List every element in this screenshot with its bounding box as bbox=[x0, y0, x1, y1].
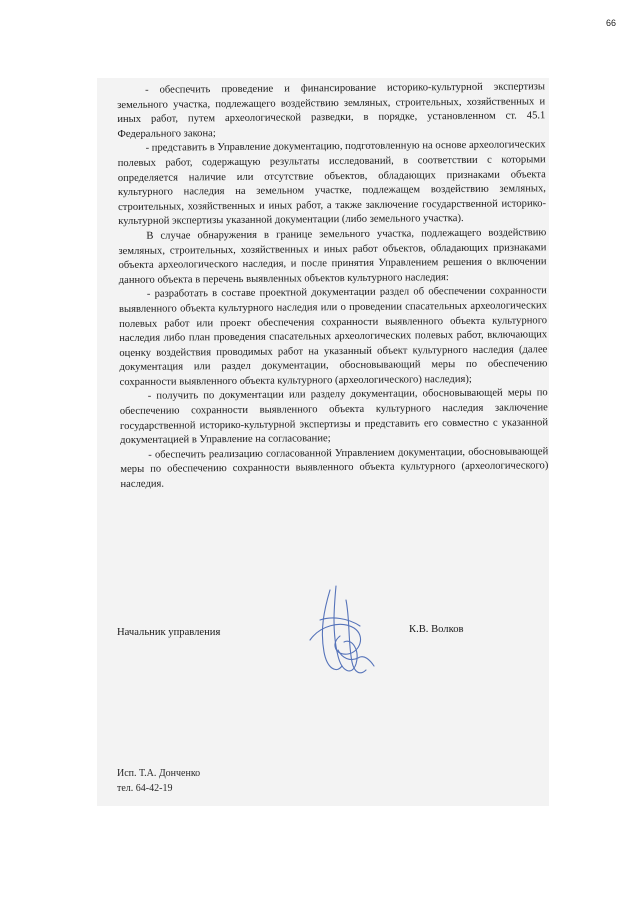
signatory-name: К.В. Волков bbox=[409, 624, 464, 635]
paragraph-implementation: - обеспечить реализацию согласованной Управлением документации, обосновывающей меры по обеспечению сохранности выявленного объекта культурного (археологического) наследия. bbox=[120, 446, 549, 491]
letter-body bbox=[117, 80, 549, 492]
paragraph-documentation: - представить в Управление документацию, подготовленную на основе археологических полевых работ, содержащую результаты исследований, в соответствии с которыми определяется наличие или отсутствие объектов, обладающих признаками объекта культурного наследия на земельном участке, подлежащем воздействию земляных, строительных, хозяйственных и иных работ, а также заключение государственной историко-культурной экспертизы указанной документации (либо земельного участка). bbox=[117, 139, 547, 228]
paragraph-discovery-case: В случае обнаружения в границе земельного участка, подлежащего воздействию земляных, строительных, хозяйственных и иных работ объектов, обладающих признаками объекта археологического наследия, и после принятия Управлением решения о включении данного объекта в перечень выявленных объектов культурного наследия: bbox=[118, 227, 547, 286]
executor-name: Исп. Т.А. Донченко bbox=[117, 768, 201, 779]
paragraph-develop-section: - разработать в составе проектной документации раздел об обеспечении сохранности выявленного объекта культурного наследия или о проведении спасательных археологических полевых работ или проект обеспечения сохранности выявленного объекта культурного наследия либо план проведения спасательных археологических полевых работ, включающих оценку воздействия проводимых работ на указанный объект культурного наследия (далее документация или раздел документации, обосновывающий меры по обеспечению сохранности выявленного объекта культурного (археологического) наследия); bbox=[118, 285, 548, 388]
paragraph-expertise: - обеспечить проведение и финансирование историко-культурной экспертизы земельного участка, подлежащего воздействию земляных, строительных, хозяйственных и иных работ, путем археологической разведки, в порядке, установленном ст. 45.1 Федерального закона; bbox=[117, 81, 546, 140]
executor-info bbox=[117, 766, 200, 796]
signatory-position: Начальник управления bbox=[117, 627, 221, 638]
paragraph-obtain-conclusion: - получить по документации или разделу документации, обосновывающей меры по обеспечению сохранности выявленного объекта культурного наследия заключение государственной историко-культурной экспертизы и представить его совместно с указанной документацией в Управление на согласование; bbox=[119, 387, 549, 447]
executor-phone: тел. 64-42-19 bbox=[117, 783, 173, 794]
page-number: 66 bbox=[605, 18, 616, 28]
handwritten-signature bbox=[290, 580, 400, 690]
